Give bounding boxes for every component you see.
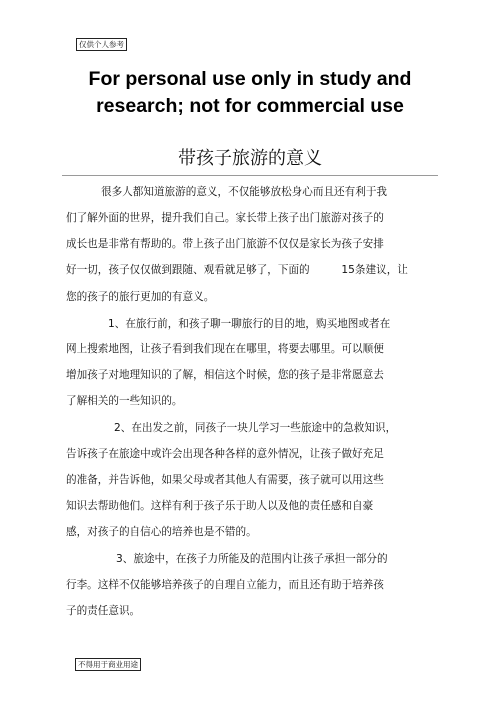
body-line: 增加孩子对地理知识的了解，相信这个时候，您的孩子是非常愿意去: [66, 369, 384, 381]
body-line: 网上搜索地图，让孩子看到我们现在在哪里，将要去哪里。可以顺便: [66, 343, 384, 355]
english-title-line-2: research; not for commercial use: [96, 95, 404, 117]
body-line: 好一切，孩子仅仅做到跟随、观看就足够了，下面的 15条建议，让: [66, 264, 408, 276]
article-title: 带孩子旅游的意义: [178, 148, 322, 169]
body-line: 们了解外面的世界，提升我们自己。家长带上孩子出门旅游对孩子的: [66, 212, 384, 224]
body-line: 感，对孩子的自信心的培养也是不错的。: [66, 526, 257, 538]
body-line: 的准备，并告诉他，如果父母或者其他人有需要，孩子就可以用这些: [66, 474, 384, 486]
body-line: 行李。这样不仅能够培养孩子的自理自立能力，而且还有助于培养孩: [66, 579, 384, 591]
body-line: 知识去帮助他们。这样有利于孩子乐于助人以及他的责任感和自豪: [66, 500, 374, 512]
watermark-stamp-top: 仅供个人参考: [76, 38, 127, 51]
body-line: 您的孩子的旅行更加的有意义。: [66, 291, 215, 303]
english-title-line-1: For personal use only in study and: [88, 68, 412, 90]
title-divider: [62, 175, 438, 176]
body-line: 子的责任意识。: [66, 605, 141, 617]
body-line: 告诉孩子在旅途中或许会出现各种各样的意外情况，让孩子做好充足: [66, 448, 384, 460]
body-line: 很多人都知道旅游的意义，不仅能够放松身心而且还有利于我: [101, 186, 388, 198]
body-line: 2、在出发之前，同孩子一块儿学习一些旅途中的急救知识，: [114, 422, 397, 434]
watermark-stamp-bottom: 不得用于商业用途: [75, 658, 141, 671]
body-line: 了解相关的一些知识的。: [66, 395, 183, 407]
english-disclaimer-title: [0, 66, 500, 120]
body-line: 1、在旅行前，和孩子聊一聊旅行的目的地，购买地图或者在: [108, 318, 391, 330]
body-line: 3、旅途中，在孩子力所能及的范围内让孩子承担一部分的: [116, 553, 388, 565]
body-line: 成长也是非常有帮助的。带上孩子出门旅游不仅仅是家长为孩子安排: [66, 238, 384, 250]
